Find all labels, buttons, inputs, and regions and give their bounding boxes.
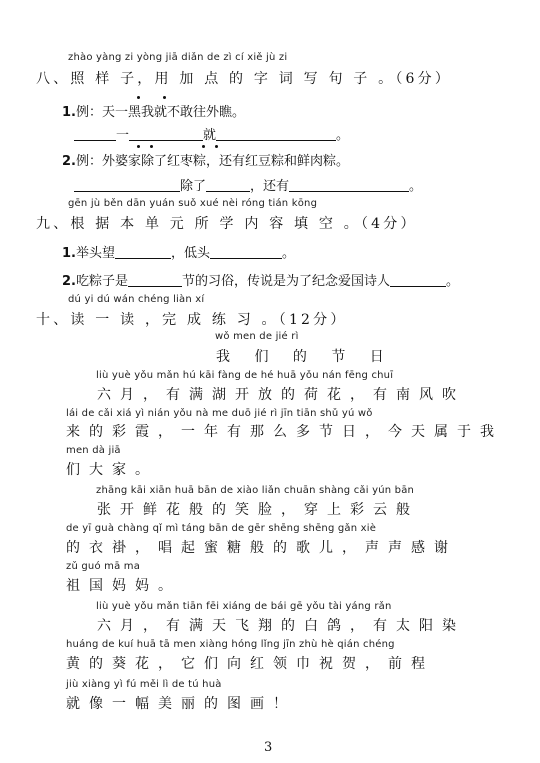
poem-title-pinyin: wǒ men de jié rì — [215, 331, 299, 342]
q8-item2-word-a: 除了 — [180, 179, 207, 194]
poem-line: 就像一幅美丽的图画！ — [66, 696, 296, 712]
poem-line-pinyin: zhāng kāi xiān huā bān de xiào liǎn chuān shàng cǎi yún bān — [96, 485, 415, 496]
poem-line: 祖国妈妈。 — [66, 578, 181, 594]
q9-item2 — [62, 270, 459, 289]
q8-item2-word-b: ，还有 — [250, 179, 290, 194]
q8-item1-word-a: 一 — [116, 128, 130, 143]
emphasis-dot — [202, 145, 205, 148]
q9-item1-end: 。 — [282, 246, 296, 261]
emphasis-dot — [150, 145, 153, 148]
answer-blank[interactable] — [74, 178, 180, 192]
q9-item2-number: 2. — [62, 274, 76, 289]
answer-blank[interactable] — [128, 273, 182, 287]
poem-line-pinyin: huáng de kuí huā tā men xiàng hóng lǐng jīn zhù hè qián chéng — [66, 639, 395, 650]
poem-line-pinyin: lái de cǎi xiá yì nián yǒu nà me duō jié rì jīn tiān shǔ yú wǒ — [66, 408, 373, 419]
q8-item1-example: 例：天一黑我就不敢往外瞧。 — [75, 105, 245, 120]
poem-line-pinyin: de yī guà chàng qǐ mì táng bān de gēr shēng shēng gǎn xiè — [66, 523, 377, 534]
answer-blank[interactable] — [210, 245, 282, 259]
q9-item2-text-a: 吃粽子是 — [75, 274, 128, 289]
poem-line-pinyin: jiù xiàng yì fú měi lì de tú huà — [66, 679, 222, 690]
q10-pinyin: dú yi dú wán chéng liàn xí — [68, 294, 205, 305]
answer-blank[interactable] — [129, 127, 203, 141]
poem-title: 我 们 的 节 日 — [216, 349, 394, 365]
answer-blank[interactable] — [115, 245, 171, 259]
q9-item2-end: 。 — [446, 274, 460, 289]
poem-line: 六月，有满湖开放的荷花，有南风吹 — [97, 387, 465, 403]
q10-heading: 十、读 一 读 ，完 成 练 习 。（12分） — [36, 312, 348, 328]
q8-item2-example: 例：外婆家除了红枣粽，还有红豆粽和鲜肉粽。 — [75, 154, 349, 169]
poem-line-pinyin: men dà jiā — [66, 445, 121, 456]
q8-heading: 八、照 样 子，用 加 点 的 字 词 写 句 子 。（6分） — [36, 71, 453, 87]
emphasis-dot — [215, 145, 218, 148]
poem-line: 张开鲜花般的笑脸，穿上彩云般 — [97, 502, 419, 518]
page-number: 3 — [264, 740, 273, 755]
answer-blank[interactable] — [206, 178, 250, 192]
poem-line: 的衣褂，唱起蜜糖般的歌儿，声声感谢 — [66, 540, 457, 556]
emphasis-dot — [137, 96, 140, 99]
q9-pinyin: gēn jù běn dān yuán suǒ xué nèi róng tián kōng — [68, 198, 318, 209]
q8-item1-fill — [74, 124, 349, 143]
q9-heading: 九、根 据 本 单 元 所 学 内 容 填 空 。（4分） — [36, 216, 418, 232]
q8-item1-number: 1. — [62, 105, 76, 120]
q9-item1-text-a: 举头望 — [75, 246, 115, 261]
poem-line: 六月，有满天飞翔的白鸽，有太阳染 — [97, 618, 465, 634]
answer-blank[interactable] — [390, 273, 446, 287]
q8-item2 — [62, 150, 349, 169]
q8-item1 — [62, 101, 245, 120]
q8-pinyin: zhào yàng zi yòng jiā diǎn de zì cí xiě jù zi — [68, 52, 288, 63]
poem-line: 黄的葵花，它们向红领巾祝贺，前程 — [66, 656, 434, 672]
poem-line-pinyin: liù yuè yǒu mǎn hú kāi fàng de hé huā yǒu nán fēng chuī — [96, 370, 394, 381]
poem-line-pinyin: zǔ guó mā ma — [66, 561, 141, 572]
answer-blank[interactable] — [289, 178, 409, 192]
q9-item1-text-b: ，低头 — [171, 246, 211, 261]
answer-blank[interactable] — [74, 127, 116, 141]
q9-item2-text-b: 节的习俗，传说是为了纪念爱国诗人 — [182, 274, 391, 289]
emphasis-dot — [163, 96, 166, 99]
q9-item1 — [62, 242, 295, 261]
q8-item2-end: 。 — [409, 179, 423, 194]
q8-item2-number: 2. — [62, 154, 76, 169]
poem-line: 们大家。 — [66, 462, 158, 478]
q9-item1-number: 1. — [62, 246, 76, 261]
q8-item1-word-b: 就 — [203, 128, 217, 143]
q8-item2-fill — [74, 175, 422, 194]
emphasis-dot — [137, 145, 140, 148]
poem-line-pinyin: liù yuè yǒu mǎn tiān fēi xiáng de bái gē yǒu tài yáng rǎn — [96, 601, 392, 612]
poem-line: 来的彩霞，一年有那么多节日，今天属于我 — [66, 424, 503, 440]
q8-item1-end: 。 — [336, 128, 350, 143]
answer-blank[interactable] — [216, 127, 336, 141]
